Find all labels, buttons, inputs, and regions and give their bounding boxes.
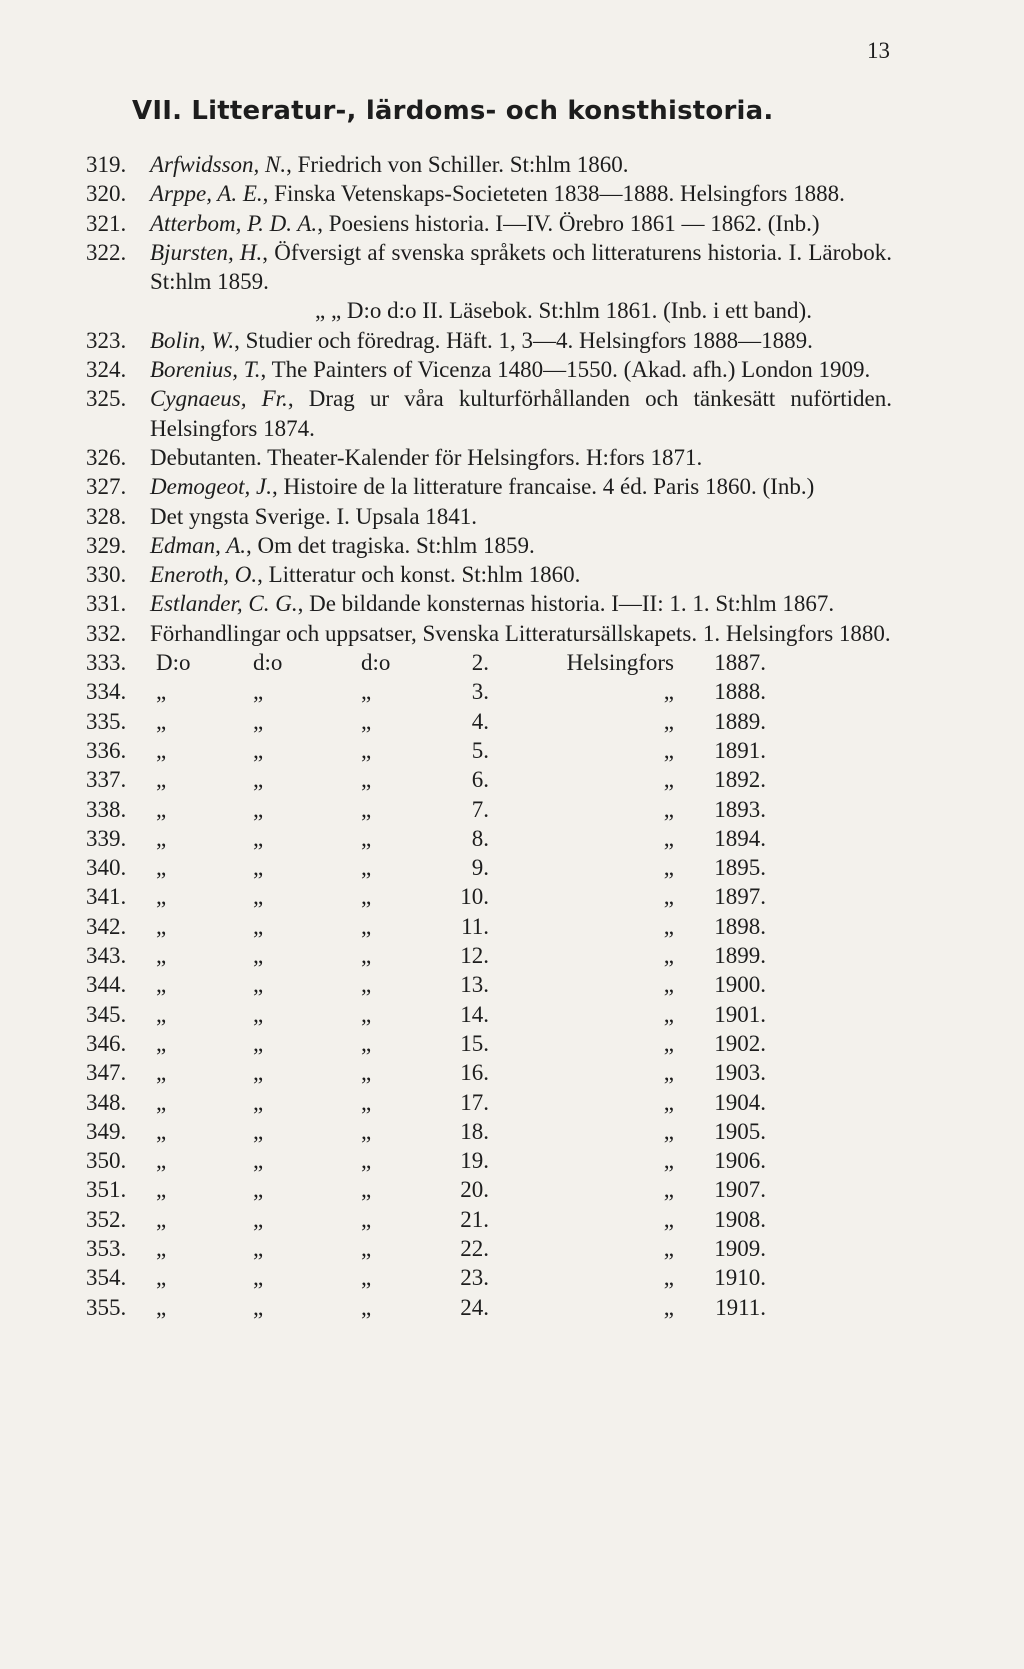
year: 1905. xyxy=(714,1118,766,1144)
ditto-mark: D:o xyxy=(156,650,191,676)
volume-number: 16. xyxy=(460,1060,489,1086)
entry-number: 353. xyxy=(86,1235,127,1261)
entry-text: , Histoire de la litterature francaise. 4 éd. Paris 1860. (Inb.) xyxy=(272,474,815,500)
section-heading: VII. Litteratur-, lärdoms- och konsthistoria. xyxy=(132,96,774,126)
volume-number: 8. xyxy=(471,825,489,851)
volume-number: 11. xyxy=(461,913,489,939)
entry-author: Arfwidsson, N. xyxy=(150,152,287,177)
entry-body xyxy=(150,619,892,648)
ditto-mark: „ xyxy=(361,767,372,793)
entry-body xyxy=(150,209,892,238)
list-item xyxy=(86,443,892,472)
entry-text: , Friedrich von Schiller. St:hlm 1860. xyxy=(286,152,629,177)
entry-body xyxy=(150,326,892,355)
volume-number: 12. xyxy=(460,943,489,969)
entry-body xyxy=(150,384,892,443)
entry-number: 334. xyxy=(86,679,127,705)
place-ditto: „ xyxy=(663,884,674,910)
place-ditto: „ xyxy=(663,972,674,998)
entry-number: 350. xyxy=(86,1148,127,1174)
entry-text: , Poesiens historia. I—IV. Örebro 1861 — 1862. (Inb.) xyxy=(317,210,820,236)
ditto-mark: „ xyxy=(156,1148,167,1174)
ditto-mark: „ xyxy=(156,767,167,793)
list-item xyxy=(86,560,892,589)
entry-number: 328. xyxy=(86,503,127,529)
ditto-mark: „ xyxy=(156,1206,167,1232)
ditto-mark: „ xyxy=(253,767,264,793)
entry-body xyxy=(150,150,892,179)
volume-number: 7. xyxy=(471,796,489,822)
volume-number: 5. xyxy=(471,737,489,763)
series-row xyxy=(86,795,892,824)
year: 1901. xyxy=(714,1001,766,1027)
list-item xyxy=(86,531,892,560)
entry-body xyxy=(150,531,892,560)
ditto-mark: „ xyxy=(253,737,264,763)
list-item xyxy=(86,238,892,297)
series-row xyxy=(86,736,892,765)
ditto-mark: „ xyxy=(156,972,167,998)
list-item xyxy=(86,326,892,355)
year: 1900. xyxy=(714,972,766,998)
year: 1888. xyxy=(714,679,766,705)
series-row xyxy=(86,970,892,999)
ditto-mark: „ xyxy=(156,679,167,705)
place-ditto: „ xyxy=(663,1060,674,1086)
entry-author: Bolin, W. xyxy=(150,327,235,353)
ditto-mark: „ xyxy=(361,972,372,998)
place-ditto: „ xyxy=(663,1294,674,1320)
ditto-mark: „ xyxy=(361,679,372,705)
entry-body xyxy=(150,589,892,618)
entry-number: 326. xyxy=(86,444,127,470)
list-item xyxy=(86,150,892,179)
ditto-mark: „ xyxy=(361,825,372,851)
ditto-mark: „ xyxy=(156,1089,167,1115)
ditto-mark: „ xyxy=(156,796,167,822)
entry-number: 325. xyxy=(86,386,127,412)
entry-number: 320. xyxy=(86,181,127,207)
entry-number: 323. xyxy=(86,327,127,353)
series-row xyxy=(86,824,892,853)
list-item xyxy=(86,619,892,648)
place-ditto: „ xyxy=(663,1206,674,1232)
entry-number: 332. xyxy=(86,620,127,646)
ditto-mark: „ xyxy=(156,708,167,734)
volume-number: 3. xyxy=(471,679,489,705)
entry-number: 345. xyxy=(86,1001,127,1027)
ditto-mark: „ xyxy=(361,855,372,881)
place-ditto: „ xyxy=(663,943,674,969)
ditto-mark: „ xyxy=(361,1001,372,1027)
entry-number: 347. xyxy=(86,1060,127,1086)
ditto-mark: „ xyxy=(361,913,372,939)
list-item xyxy=(86,179,892,208)
list-item xyxy=(86,502,892,531)
place-ditto: „ xyxy=(663,1265,674,1291)
entry-text: , Drag ur våra kulturförhållanden och tänkesätt nuförtiden. Helsingfors 1874. xyxy=(150,386,892,441)
place-ditto: „ xyxy=(663,796,674,822)
place-ditto: „ xyxy=(663,913,674,939)
place-ditto: „ xyxy=(663,708,674,734)
ditto-mark: d:o xyxy=(361,650,391,676)
ditto-mark: „ xyxy=(253,796,264,822)
entry-author: Edman, A. xyxy=(150,532,247,558)
ditto-mark: „ xyxy=(253,913,264,939)
ditto-mark: „ xyxy=(156,737,167,763)
ditto-mark: „ xyxy=(156,1235,167,1261)
place-ditto: Helsingfors xyxy=(566,650,674,676)
ditto-mark: „ xyxy=(361,884,372,910)
entry-author: Eneroth, O. xyxy=(150,562,258,588)
entry-body xyxy=(150,560,892,589)
volume-number: 6. xyxy=(471,767,489,793)
ditto-mark: d:o xyxy=(253,650,283,676)
ditto-mark: „ xyxy=(253,855,264,881)
entry-text: Förhandlingar och uppsatser, Svenska Litteratursällskapets. 1. Helsingfors 1880. xyxy=(150,620,891,646)
entry-number: 344. xyxy=(86,972,127,998)
series-row xyxy=(86,882,892,911)
entry-number: 324. xyxy=(86,357,127,383)
volume-number: 14. xyxy=(460,1001,489,1027)
year: 1903. xyxy=(714,1060,766,1086)
ditto-mark: „ xyxy=(253,1294,264,1320)
ditto-mark: „ xyxy=(156,1030,167,1056)
year: 1893. xyxy=(714,796,766,822)
year: 1898. xyxy=(714,913,766,939)
entry-number: 335. xyxy=(86,708,127,734)
ditto-mark: „ xyxy=(253,972,264,998)
ditto-mark: „ xyxy=(361,943,372,969)
volume-number: 24. xyxy=(460,1294,489,1320)
entry-author: Bjursten, H. xyxy=(150,239,263,265)
list-item xyxy=(86,384,892,443)
ditto-mark: „ xyxy=(156,1265,167,1291)
volume-number: 18. xyxy=(460,1118,489,1144)
series-row xyxy=(86,1117,892,1146)
year: 1891. xyxy=(714,737,766,763)
entry-author: Atterbom, P. D. A. xyxy=(150,210,318,236)
series-row xyxy=(86,677,892,706)
entry-number: 355. xyxy=(86,1294,127,1320)
entry-number: 341. xyxy=(86,884,127,910)
entry-number: 342. xyxy=(86,913,127,939)
ditto-mark: „ xyxy=(253,1206,264,1232)
place-ditto: „ xyxy=(663,1118,674,1144)
ditto-mark: „ xyxy=(361,1030,372,1056)
series-row xyxy=(86,1088,892,1117)
series-row xyxy=(86,912,892,941)
series-row xyxy=(86,1000,892,1029)
ditto-mark: „ xyxy=(253,1177,264,1203)
ditto-mark: „ xyxy=(253,679,264,705)
list-item xyxy=(86,355,892,384)
entry-text: , The Painters of Vicenza 1480—1550. (Akad. afh.) London 1909. xyxy=(260,357,871,383)
ditto-mark: „ xyxy=(156,855,167,881)
entry-number: 351. xyxy=(86,1177,127,1203)
ditto-mark: „ xyxy=(361,1235,372,1261)
place-ditto: „ xyxy=(663,679,674,705)
place-ditto: „ xyxy=(663,767,674,793)
ditto-mark: „ xyxy=(156,825,167,851)
year: 1910. xyxy=(714,1265,766,1291)
place-ditto: „ xyxy=(663,825,674,851)
list-item xyxy=(86,209,892,238)
volume-number: 13. xyxy=(460,972,489,998)
ditto-mark: „ xyxy=(253,1265,264,1291)
ditto-mark: „ xyxy=(253,943,264,969)
entry-text: , Finska Vetenskaps-Societeten 1838—1888. Helsingfors 1888. xyxy=(262,181,845,207)
volume-number: 17. xyxy=(460,1089,489,1115)
entry-text: , Om det tragiska. St:hlm 1859. xyxy=(246,532,535,558)
ditto-mark: „ xyxy=(361,1118,372,1144)
entry-number: 352. xyxy=(86,1206,127,1232)
series-row xyxy=(86,1029,892,1058)
entry-body xyxy=(150,502,892,531)
ditto-mark: „ xyxy=(361,1206,372,1232)
series-row xyxy=(86,941,892,970)
series-row xyxy=(86,765,892,794)
series-list xyxy=(86,648,892,1322)
ditto-mark: „ xyxy=(156,943,167,969)
ditto-mark: „ xyxy=(361,1294,372,1320)
ditto-mark: „ xyxy=(156,884,167,910)
ditto-mark: „ xyxy=(156,1294,167,1320)
ditto-mark: „ xyxy=(361,796,372,822)
entry-number: 346. xyxy=(86,1030,127,1056)
entry-text: , De bildande konsternas historia. I—II: 1. 1. St:hlm 1867. xyxy=(297,591,835,617)
entry-author: Estlander, C. G. xyxy=(150,591,298,617)
volume-number: 10. xyxy=(460,884,489,910)
ditto-mark: „ xyxy=(156,1001,167,1027)
entry-number: 340. xyxy=(86,855,127,881)
year: 1899. xyxy=(714,943,766,969)
entry-body xyxy=(150,472,892,501)
year: 1895. xyxy=(714,855,766,881)
series-row xyxy=(86,853,892,882)
bibliography-list xyxy=(86,150,892,1322)
volume-number: 21. xyxy=(460,1206,489,1232)
year: 1908. xyxy=(714,1206,766,1232)
entry-number: 354. xyxy=(86,1265,127,1291)
ditto-mark: „ xyxy=(253,1030,264,1056)
series-row xyxy=(86,1293,892,1322)
year: 1897. xyxy=(714,884,766,910)
entry-number: 329. xyxy=(86,532,127,558)
series-row xyxy=(86,707,892,736)
year: 1909. xyxy=(714,1235,766,1261)
series-row xyxy=(86,1146,892,1175)
volume-number: 23. xyxy=(460,1265,489,1291)
entry-text: Debutanten. Theater-Kalender för Helsingfors. H:fors 1871. xyxy=(150,444,703,470)
year: 1902. xyxy=(714,1030,766,1056)
entry-text: Det yngsta Sverige. I. Upsala 1841. xyxy=(150,503,478,529)
place-ditto: „ xyxy=(663,1089,674,1115)
entry-number: 321. xyxy=(86,210,127,236)
place-ditto: „ xyxy=(663,1235,674,1261)
entry-number: 339. xyxy=(86,825,127,851)
ditto-mark: „ xyxy=(253,1001,264,1027)
entry-number: 343. xyxy=(86,943,127,969)
entry-author: Arppe, A. E. xyxy=(150,181,263,207)
ditto-mark: „ xyxy=(253,884,264,910)
volume-number: 22. xyxy=(460,1235,489,1261)
place-ditto: „ xyxy=(663,737,674,763)
series-row xyxy=(86,1058,892,1087)
series-row xyxy=(86,1205,892,1234)
ditto-mark: „ xyxy=(361,737,372,763)
entry-number: 327. xyxy=(86,474,127,500)
entry-number: 319. xyxy=(86,152,127,177)
entry-text: , Litteratur och konst. St:hlm 1860. xyxy=(257,562,581,588)
entry-body xyxy=(150,179,892,208)
ditto-mark: „ xyxy=(156,1118,167,1144)
year: 1904. xyxy=(714,1089,766,1115)
entry-body xyxy=(150,443,892,472)
ditto-mark: „ xyxy=(253,1060,264,1086)
entry-number: 322. xyxy=(86,239,127,265)
entry-number: 336. xyxy=(86,737,127,763)
year: 1892. xyxy=(714,767,766,793)
entry-text: , Studier och föredrag. Häft. 1, 3—4. Helsingfors 1888—1889. xyxy=(234,327,813,353)
entry-body xyxy=(150,355,892,384)
series-row xyxy=(86,1263,892,1292)
year: 1906. xyxy=(714,1148,766,1174)
place-ditto: „ xyxy=(663,855,674,881)
entry-number: 348. xyxy=(86,1089,127,1115)
year: 1889. xyxy=(714,708,766,734)
entry-text: , Öfversigt af svenska språkets och litteraturens historia. I. Lärobok. St:hlm 1859. xyxy=(150,239,892,295)
entry-number: 349. xyxy=(86,1118,127,1144)
ditto-mark: „ xyxy=(253,1148,264,1174)
series-row xyxy=(86,648,892,677)
entry-number: 338. xyxy=(86,796,127,822)
ditto-mark: „ xyxy=(156,1177,167,1203)
ditto-mark: „ xyxy=(361,1148,372,1174)
ditto-mark: „ xyxy=(253,825,264,851)
entry-author: Borenius, T. xyxy=(150,357,261,383)
ditto-mark: „ xyxy=(253,1118,264,1144)
ditto-mark: „ xyxy=(253,708,264,734)
ditto-mark: „ xyxy=(361,1089,372,1115)
volume-number: 2. xyxy=(471,650,489,676)
place-ditto: „ xyxy=(663,1148,674,1174)
year: 1887. xyxy=(714,650,766,676)
place-ditto: „ xyxy=(663,1001,674,1027)
ditto-mark: „ xyxy=(253,1235,264,1261)
entry-number: 330. xyxy=(86,562,127,588)
volume-number: 15. xyxy=(460,1030,489,1056)
list-item xyxy=(86,472,892,501)
year: 1911. xyxy=(715,1294,766,1320)
volume-number: 20. xyxy=(460,1177,489,1203)
list-item xyxy=(86,589,892,618)
volume-number: 9. xyxy=(471,855,489,881)
entry-number: 337. xyxy=(86,767,127,793)
ditto-mark: „ xyxy=(156,1060,167,1086)
entry-subline: „ „ D:o d:o II. Läsebok. St:hlm 1861. (Inb. i ett band). xyxy=(315,298,812,324)
year: 1907. xyxy=(714,1177,766,1203)
year: 1894. xyxy=(714,825,766,851)
page-number: 13 xyxy=(867,38,890,63)
series-row xyxy=(86,1175,892,1204)
volume-number: 19. xyxy=(460,1148,489,1174)
series-row xyxy=(86,1234,892,1263)
entry-body xyxy=(150,238,892,297)
entry-author: Demogeot, J. xyxy=(150,474,272,500)
place-ditto: „ xyxy=(663,1177,674,1203)
volume-number: 4. xyxy=(471,708,489,734)
place-ditto: „ xyxy=(663,1030,674,1056)
entry-number: 333. xyxy=(86,650,127,676)
ditto-mark: „ xyxy=(361,708,372,734)
ditto-mark: „ xyxy=(156,913,167,939)
ditto-mark: „ xyxy=(361,1265,372,1291)
entry-author: Cygnaeus, Fr. xyxy=(150,386,288,412)
ditto-mark: „ xyxy=(361,1177,372,1203)
ditto-mark: „ xyxy=(253,1089,264,1115)
ditto-mark: „ xyxy=(361,1060,372,1086)
entry-number: 331. xyxy=(86,591,127,617)
